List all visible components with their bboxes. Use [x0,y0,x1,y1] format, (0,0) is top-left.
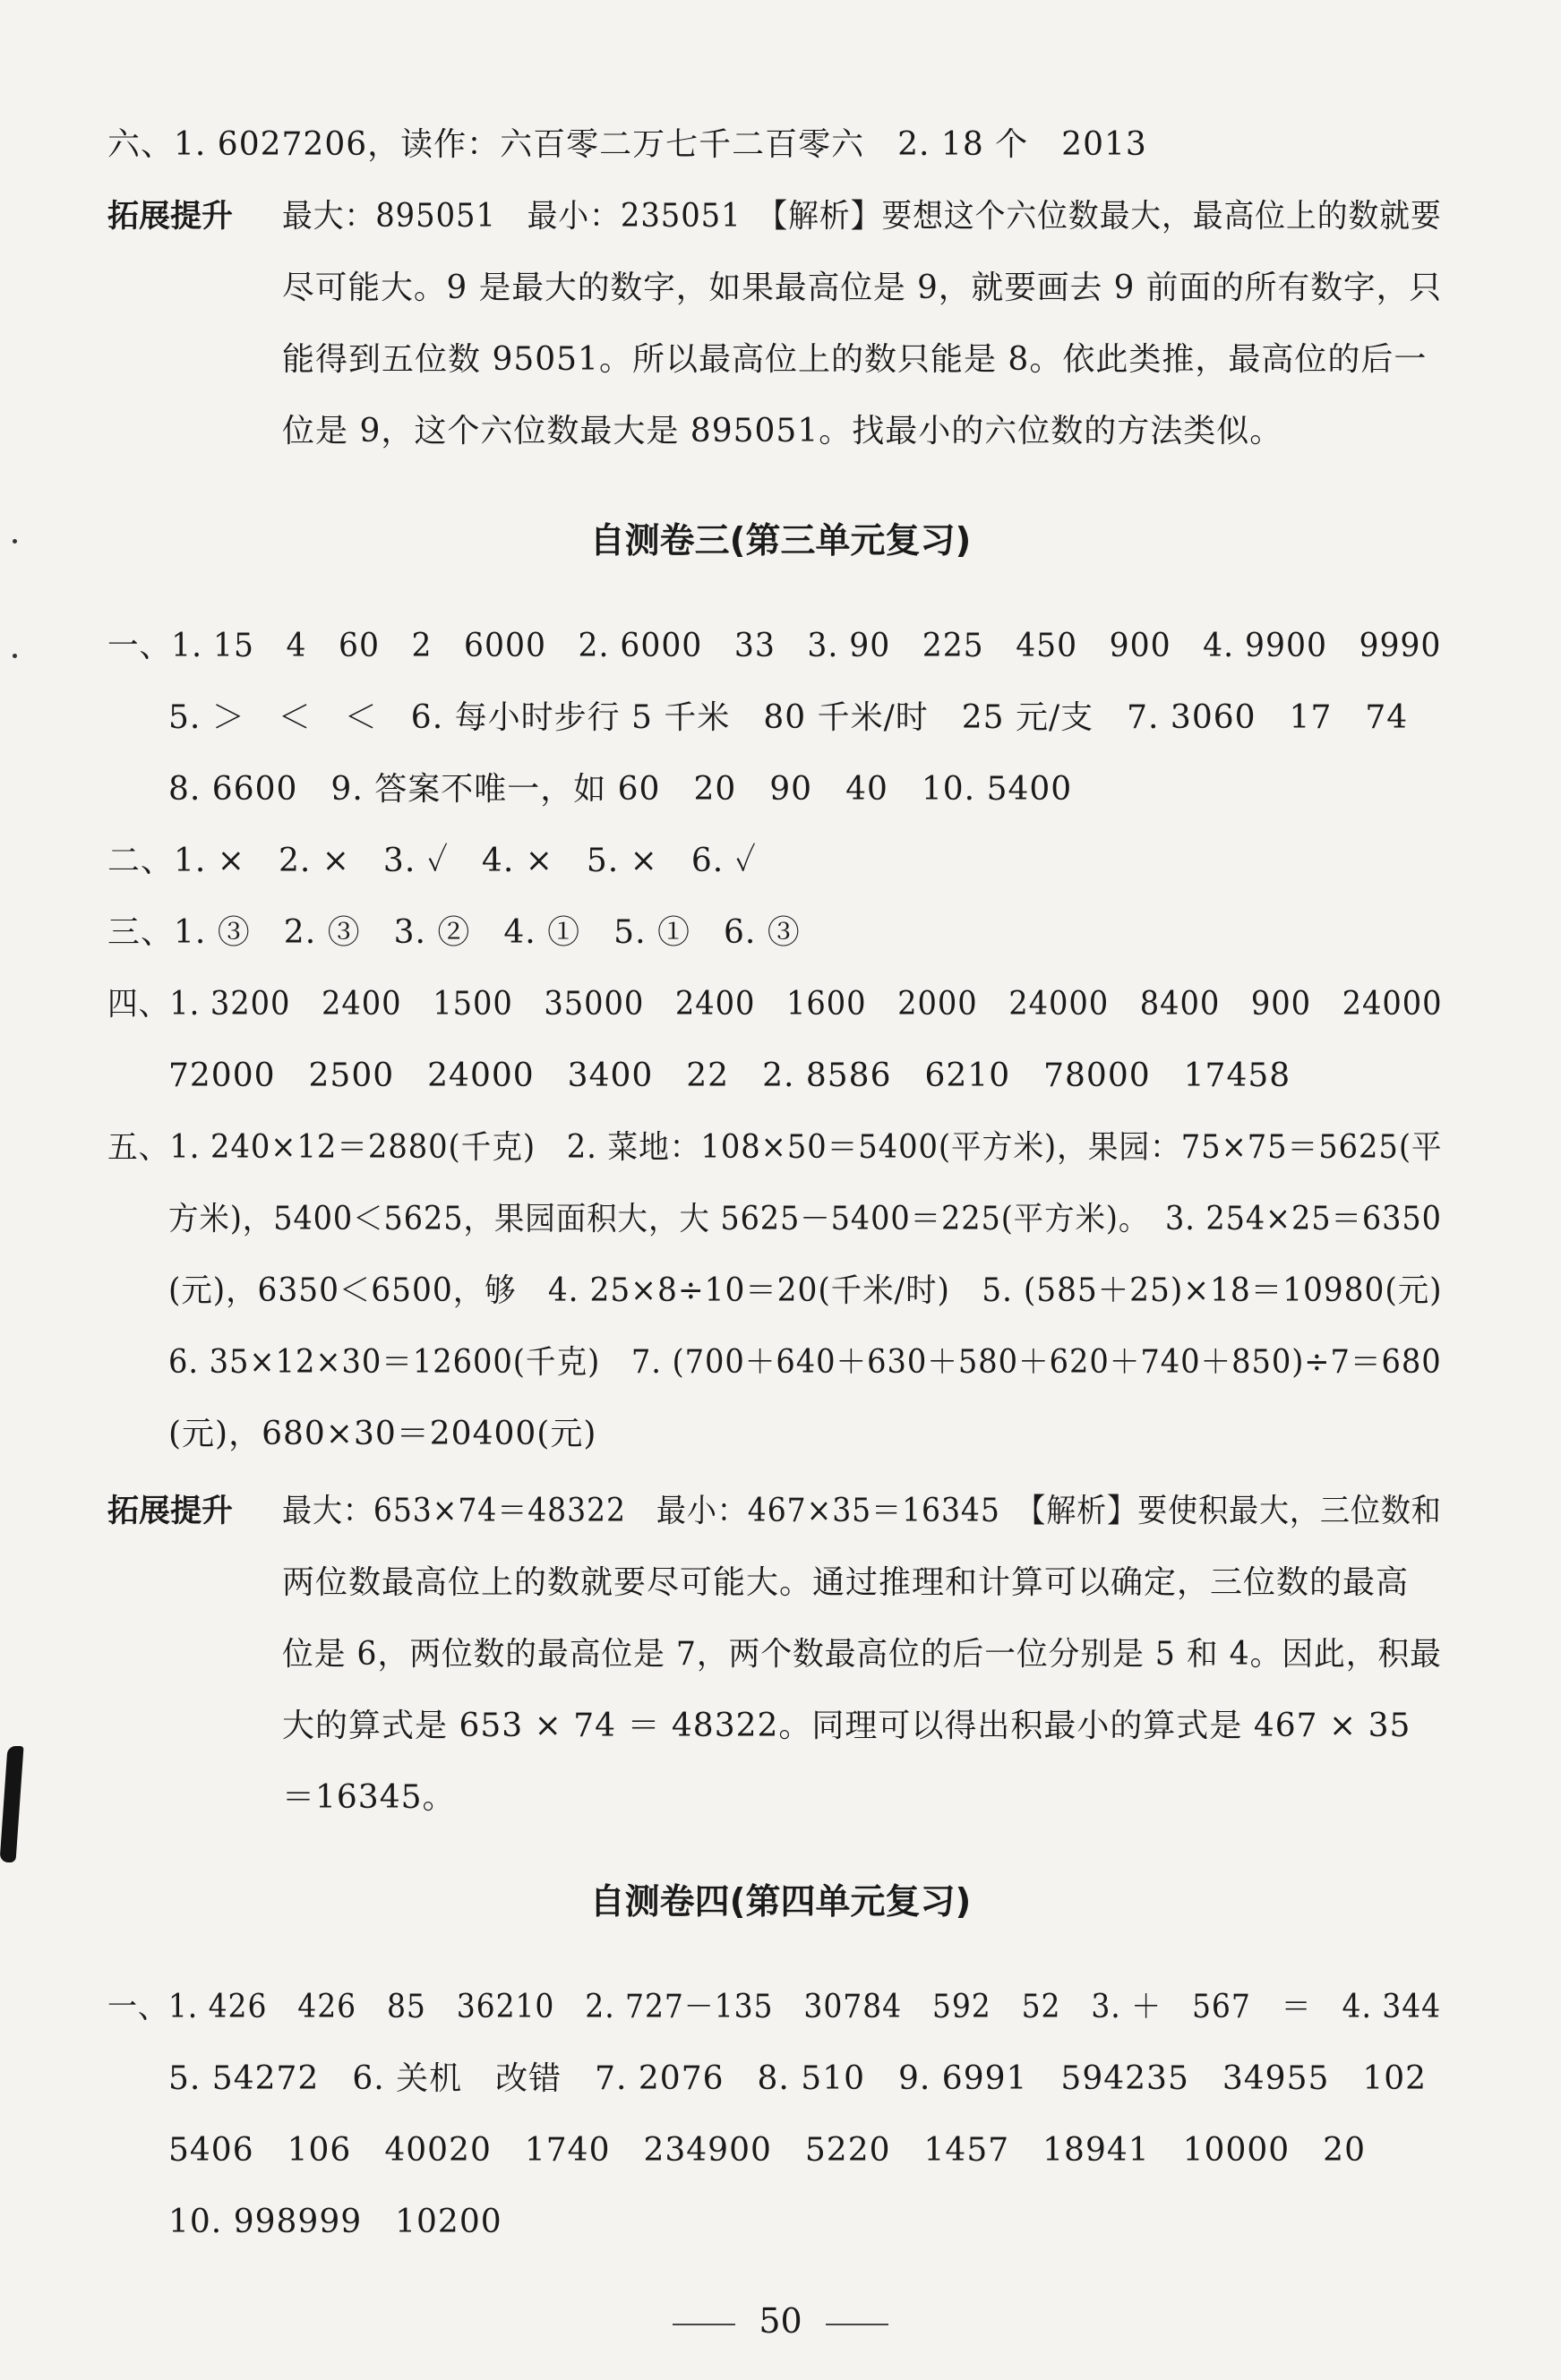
extension-label: 拓展提升 [107,199,234,235]
margin-dot [13,654,17,658]
extension-line: 尽可能大。9 是最大的数字，如果最高位是 9，就要画去 9 前面的所有数字，只 [282,270,1443,306]
answer-line: 6. 35×12×30＝12600(千克) 7. (700＋640＋630＋580＋620＋740＋850)÷7＝680 [168,1344,1442,1381]
section6-line: 六、1. 6027206，读作：六百零二万七千二百零六 2. 18 个 2013 [107,126,1147,163]
extension-line: 位是 9，这个六位数最大是 895051。找最小的六位数的方法类似。 [282,413,1283,449]
answer-line: 二、1. × 2. × 3. ✓ 4. × 5. × 6. ✓ [107,843,757,879]
extension-label: 拓展提升 [107,1494,234,1529]
section-title: 自测卷四(第四单元复习) [589,1882,972,1922]
answer-line: 8. 6600 9. 答案不唯一，如 60 20 90 40 10. 5400 [168,771,1073,808]
answer-line: 五、1. 240×12＝2880(千克) 2. 菜地：108×50＝5400(平方米)，果园：75×75＝5625(平 [107,1129,1443,1166]
page-number-dash [826,2324,888,2325]
answer-line: (元)，680×30＝20400(元) [168,1416,597,1452]
page-number-value: 50 [759,2301,802,2341]
extension-line: 大的算式是 653 × 74 ＝ 48322。同理可以得出积最小的算式是 467 × 35 [282,1708,1411,1744]
answer-line: 四、1. 3200 2400 1500 35000 2400 1600 2000 24000 8400 900 24000 [107,986,1443,1023]
extension-line: 能得到五位数 95051。所以最高位上的数只能是 8。依此类推，最高位的后一 [282,341,1428,378]
page-number-dash [673,2324,735,2325]
scan-mark [0,1746,24,1862]
answer-line: 10. 998999 10200 [168,2204,502,2240]
answer-line: 5. 54272 6. 关机 改错 7. 2076 8. 510 9. 6991 594235 34955 102 [168,2060,1428,2097]
answer-line: 三、1. ③ 2. ③ 3. ② 4. ① 5. ① 6. ③ [107,914,801,951]
page-number [0,2299,1561,2342]
answer-line: 方米)，5400＜5625，果园面积大，大 5625－5400＝225(平方米)。 3. 254×25＝6350 [168,1201,1442,1237]
answer-line: 一、1. 15 4 60 2 6000 2. 6000 33 3. 90 225 450 900 4. 9900 9990 [107,628,1442,664]
answer-line: (元)，6350＜6500，够 4. 25×8÷10＝20(千米/时) 5. (585＋25)×18＝10980(元) [168,1272,1443,1309]
answer-line: 一、1. 426 426 85 36210 2. 727－135 30784 592 52 3. ＋ 567 ＝ 4. 344 [107,1989,1442,2025]
extension-line: ＝16345。 [282,1779,456,1816]
extension-line: 两位数最高位上的数就要尽可能大。通过推理和计算可以确定，三位数的最高 [282,1564,1410,1601]
extension-line: 最大：895051 最小：235051 【解析】要想这个六位数最大，最高位上的数就要 [282,198,1442,235]
extension-line: 位是 6，两位数的最高位是 7，两个数最高位的后一位分别是 5 和 4。因此，积最 [282,1636,1442,1673]
extension-line: 最大：653×74＝48322 最小：467×35＝16345 【解析】要使积最大，三位数和 [282,1493,1442,1529]
answer-line: 72000 2500 24000 3400 22 2. 8586 6210 78000 17458 [168,1057,1291,1094]
answer-line: 5. ＞ ＜ ＜ 6. 每小时步行 5 千米 80 千米/时 25 元/支 7. 3060 17 74 [168,699,1409,736]
section-title: 自测卷三(第三单元复习) [589,521,972,561]
answer-line: 5406 106 40020 1740 234900 5220 1457 18941 10000 20 [168,2132,1366,2169]
